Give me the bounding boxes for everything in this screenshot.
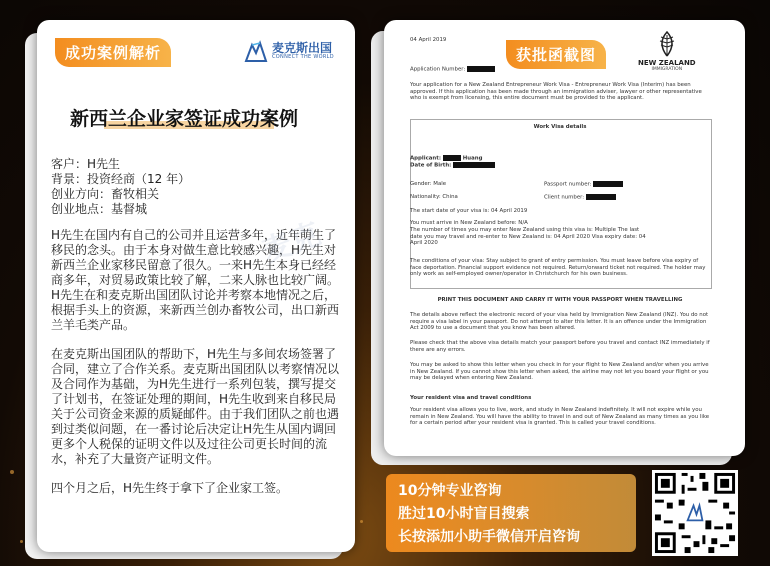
letter-p1: The details above reflect the electronic record of your visa held by Immigration New Zealand (INZ). You do not require a visa label in your passport. Do not attempt to alter this letter. It is an offence under the Immigration Act 2009 to use a document that you know has been altered. xyxy=(410,312,709,332)
info-client: 客户：H先生 xyxy=(51,157,121,171)
nz-sub: IMMIGRATION xyxy=(651,67,683,72)
letter-p4: Your resident visa allows you to live, work, and study in New Zealand indefinitely. It will not expire while you remain in New Zealand. You will have the ability to travel in and out of New Zealand as many times as you like for a certain period after your resident visa is granted. This is called your travel conditions. xyxy=(410,407,710,427)
nz-text: NEW ZEALAND xyxy=(638,59,696,67)
letter-p2: Please check that the above visa details match your passport before you travel and contact INZ immediately if there are any errors. xyxy=(410,340,710,353)
app-number-label: Application Number: xyxy=(410,66,466,73)
client-line xyxy=(544,194,616,201)
cta-line-2: 胜过10小时盲目搜索 xyxy=(398,506,530,522)
cta-line-3: 长按添加小助手微信开启咨询 xyxy=(398,529,580,545)
gender: Gender: Male xyxy=(410,181,447,187)
case-paragraph-1: H先生在国内有自己的公司并且运营多年，近年萌生了移民的念头。由于本身对做生意比较感兴趣，H先生对新西兰企业家移民留意了很久。一来H先生本身已经经商多年，对贸易政策比较了解，二来人脉也比较广阔。H先生在和麦克斯出国团队讨论并考察本地情况之后，根据手头上的资源，来新西兰创办畜牧公司，出口新西兰羊毛类产品。 xyxy=(51,228,340,332)
arrive-before: You must arrive in New Zealand before: N/A xyxy=(410,220,528,226)
applicant-name: Huang xyxy=(462,155,483,162)
passport-line xyxy=(544,181,623,188)
case-paragraph-3: 四个月之后，H先生终于拿下了企业家工签。 xyxy=(51,481,289,495)
watermark: 麦克 xyxy=(257,216,326,270)
case-title: 新西兰企业家签证成功案例 xyxy=(69,108,298,130)
info-location: 创业地点：基督城 xyxy=(51,202,148,216)
passport-label: Passport number: xyxy=(544,181,592,188)
letter-app-number xyxy=(410,66,710,73)
brand-tagline: CONNECT THE WORLD xyxy=(272,54,334,60)
applicant-label: Applicant: xyxy=(410,155,441,162)
info-direction: 创业方向：畜牧相关 xyxy=(51,187,160,201)
letter-intro: Your application for a New Zealand Entrepreneur Work Visa - Entrepreneur Work Visa (Interim) has been approved. If this application has been made through an immigration adviser, lawyer or other representative who is exempt from licensing, this entire document must be provided to the applicant. xyxy=(410,82,702,102)
redacted-block xyxy=(453,162,495,168)
wechat-qr-code[interactable] xyxy=(652,470,738,556)
gender-line xyxy=(410,181,710,188)
brand-name: 麦克斯出国 xyxy=(272,41,333,55)
resident-heading: Your resident visa and travel conditions xyxy=(410,395,532,401)
approval-tag: 获批函截图 xyxy=(506,40,606,69)
redacted-block xyxy=(443,155,461,161)
dob-line xyxy=(410,162,710,169)
nationality-line xyxy=(410,194,710,201)
mountain-logo-icon xyxy=(244,39,268,63)
letter-date: 04 April 2019 xyxy=(410,37,447,43)
brand-logo xyxy=(244,39,334,63)
case-paragraph-2: 在麦克斯出国团队的帮助下，H先生与多间农场签署了合同，建立了合作关系。麦克斯出国团队以考察情况以及合同作为基础，为H先生进行一系列包装，撰写提交了计划书，在签证处理的期间，H先生收到来自移民局关于公司资金来源的质疑邮件。由于我们团队之前也遇到过类似问题，在一番讨论后决定让H先生从国内调回更多个人税保的证明文件以及过往公司更长时间的流水，补充了大量资产证明文件。 xyxy=(51,347,340,466)
client-label: Client number: xyxy=(544,194,585,201)
case-tag: 成功案例解析 xyxy=(55,38,171,67)
visa-conditions: The conditions of your visa: Stay subject to grant of entry permission. You must leave before visa expiry of face deportation. Financial support evidence not required. Return/onward ticket not required. The holder may only work as self-employed owner/operator in Christchurch for his own business. xyxy=(410,258,706,278)
cta-line-1: 10分钟专业咨询 xyxy=(398,483,502,499)
fern-icon xyxy=(653,31,681,57)
redacted-block xyxy=(593,181,623,187)
visa-details-title: Work Visa details xyxy=(533,124,587,130)
qr-code-icon xyxy=(652,470,738,556)
entries-line: The number of times you may enter New Zealand using this visa is: Multiple The last date you may travel and re-enter to New Zealand is: 04 April 2020 Visa expiry date: 04 April 2020 xyxy=(410,227,646,247)
info-background: 背景：投资经商（12 年） xyxy=(51,172,191,186)
redacted-block xyxy=(467,66,495,72)
dob-label: Date of Birth: xyxy=(410,162,452,169)
nationality: Nationality: China xyxy=(410,194,458,200)
start-date: The start date of your visa is: 04 April 2019 xyxy=(410,208,528,214)
print-heading: PRINT THIS DOCUMENT AND CARRY IT WITH YOUR PASSPORT WHEN TRAVELLING xyxy=(437,297,683,303)
redacted-block xyxy=(586,194,616,200)
letter-p3: You may be asked to show this letter when you check in for your flight to New Zealand and/or when you arrive in New Zealand. If you cannot show this letter when asked, the airline may not let you board your flight or you may be delayed when entering New Zealand. xyxy=(410,362,709,382)
client-info xyxy=(51,157,341,217)
